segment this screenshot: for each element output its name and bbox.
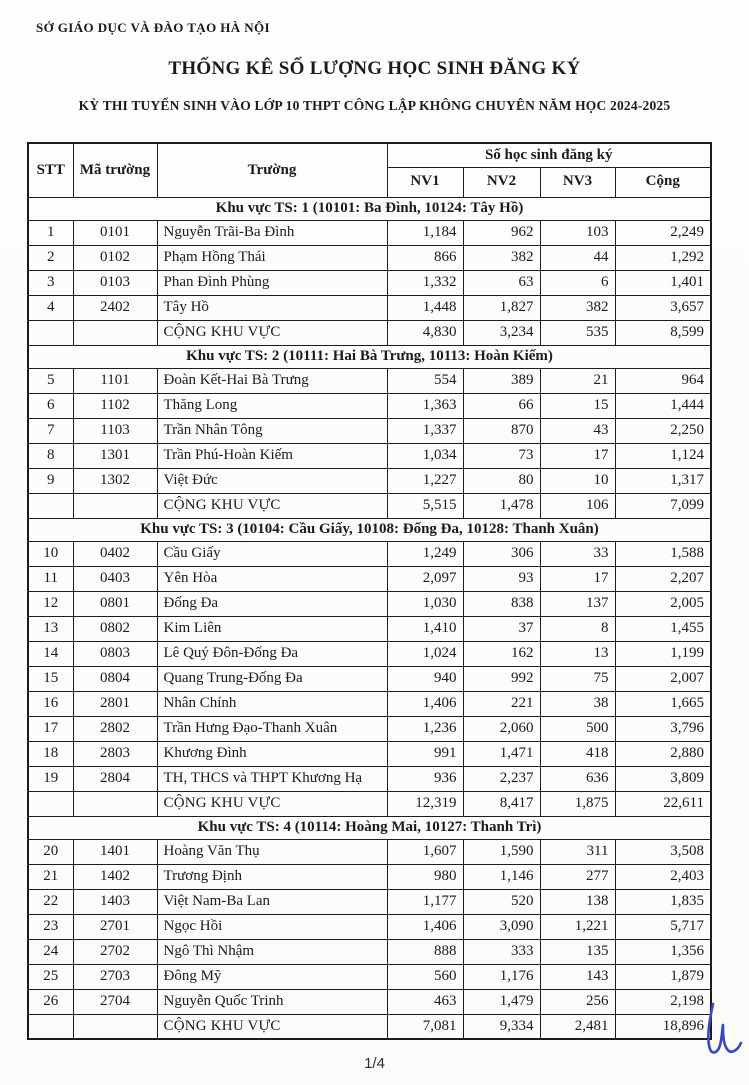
row-stt: 9 — [28, 468, 73, 493]
row-school-code: 0403 — [73, 566, 157, 591]
table-row — [28, 889, 711, 914]
row-total: 2,880 — [615, 741, 711, 766]
ink-signature-mark — [702, 1000, 744, 1062]
region-total-total: 7,099 — [615, 493, 711, 518]
region-total-empty-stt — [28, 791, 73, 816]
row-nv3: 1,221 — [540, 914, 615, 939]
row-nv1: 560 — [387, 964, 463, 989]
row-total: 1,401 — [615, 270, 711, 295]
table-row — [28, 443, 711, 468]
row-stt: 15 — [28, 666, 73, 691]
table-row — [28, 418, 711, 443]
row-school-code: 0102 — [73, 245, 157, 270]
row-school-name: Việt Đức — [157, 468, 387, 493]
row-total: 1,455 — [615, 616, 711, 641]
row-nv3: 21 — [540, 368, 615, 393]
row-total: 1,317 — [615, 468, 711, 493]
region-total-empty-code — [73, 1014, 157, 1039]
table-row — [28, 566, 711, 591]
row-school-name: Lê Quý Đôn-Đống Đa — [157, 641, 387, 666]
row-school-name: Quang Trung-Đống Đa — [157, 666, 387, 691]
row-nv3: 143 — [540, 964, 615, 989]
row-school-code: 1301 — [73, 443, 157, 468]
row-nv2: 162 — [463, 641, 540, 666]
row-total: 1,356 — [615, 939, 711, 964]
row-school-code: 2703 — [73, 964, 157, 989]
document-subtitle: KỲ THI TUYỂN SINH VÀO LỚP 10 THPT CÔNG LẬP KHÔNG CHUYÊN NĂM HỌC 2024-2025 — [78, 98, 671, 113]
region-total-nv1: 12,319 — [387, 791, 463, 816]
table-row — [28, 541, 711, 566]
row-nv2: 3,090 — [463, 914, 540, 939]
row-total: 1,199 — [615, 641, 711, 666]
row-nv2: 1,176 — [463, 964, 540, 989]
row-stt: 18 — [28, 741, 73, 766]
row-school-name: Ngô Thì Nhậm — [157, 939, 387, 964]
row-school-name: Phạm Hồng Thái — [157, 245, 387, 270]
row-nv2: 37 — [463, 616, 540, 641]
row-school-code: 2801 — [73, 691, 157, 716]
row-stt: 17 — [28, 716, 73, 741]
row-school-name: Việt Nam-Ba Lan — [157, 889, 387, 914]
row-school-name: Trần Phú-Hoàn Kiếm — [157, 443, 387, 468]
row-nv2: 1,827 — [463, 295, 540, 320]
row-school-name: TH, THCS và THPT Khương Hạ — [157, 766, 387, 791]
row-nv2: 1,479 — [463, 989, 540, 1014]
section-title: Khu vực TS: 1 (10101: Ba Đình, 10124: Tây Hồ) — [28, 197, 711, 220]
col-header-stt: STT — [28, 143, 73, 197]
row-stt: 6 — [28, 393, 73, 418]
row-nv3: 6 — [540, 270, 615, 295]
region-total-total: 18,896 — [615, 1014, 711, 1039]
row-school-code: 1101 — [73, 368, 157, 393]
region-total-nv1: 7,081 — [387, 1014, 463, 1039]
section-header-row — [28, 816, 711, 839]
row-nv3: 15 — [540, 393, 615, 418]
table-row — [28, 766, 711, 791]
row-total: 2,207 — [615, 566, 711, 591]
row-nv3: 636 — [540, 766, 615, 791]
col-header-nv3: NV3 — [540, 167, 615, 197]
row-nv3: 33 — [540, 541, 615, 566]
region-total-empty-stt — [28, 320, 73, 345]
table-row — [28, 839, 711, 864]
row-nv1: 1,406 — [387, 691, 463, 716]
row-nv1: 980 — [387, 864, 463, 889]
row-nv1: 1,030 — [387, 591, 463, 616]
row-nv2: 73 — [463, 443, 540, 468]
row-stt: 21 — [28, 864, 73, 889]
col-header-registered-group: Số học sinh đăng ký — [387, 143, 711, 167]
row-school-name: Nguyễn Trãi-Ba Đình — [157, 220, 387, 245]
region-total-row — [28, 493, 711, 518]
row-nv1: 1,227 — [387, 468, 463, 493]
table-row — [28, 914, 711, 939]
region-total-nv3: 2,481 — [540, 1014, 615, 1039]
row-stt: 11 — [28, 566, 73, 591]
row-nv2: 93 — [463, 566, 540, 591]
region-total-label: CỘNG KHU VỰC — [157, 791, 387, 816]
region-total-label: CỘNG KHU VỰC — [157, 1014, 387, 1039]
row-total: 964 — [615, 368, 711, 393]
row-school-code: 0804 — [73, 666, 157, 691]
row-school-code: 0103 — [73, 270, 157, 295]
region-total-empty-code — [73, 791, 157, 816]
section-header-row — [28, 197, 711, 220]
row-school-name: Trần Hưng Đạo-Thanh Xuân — [157, 716, 387, 741]
row-school-name: Trần Nhân Tông — [157, 418, 387, 443]
row-nv2: 382 — [463, 245, 540, 270]
row-nv1: 888 — [387, 939, 463, 964]
section-header-row — [28, 518, 711, 541]
table-header — [28, 143, 711, 197]
row-school-name: Nhân Chính — [157, 691, 387, 716]
registration-stats-table — [27, 142, 712, 1040]
row-nv3: 138 — [540, 889, 615, 914]
row-nv2: 63 — [463, 270, 540, 295]
document-title: THỐNG KÊ SỐ LƯỢNG HỌC SINH ĐĂNG KÝ — [168, 58, 581, 79]
row-total: 1,292 — [615, 245, 711, 270]
row-nv2: 221 — [463, 691, 540, 716]
row-nv3: 256 — [540, 989, 615, 1014]
table-body — [28, 197, 711, 1039]
region-total-nv2: 1,478 — [463, 493, 540, 518]
row-school-code: 2804 — [73, 766, 157, 791]
row-stt: 19 — [28, 766, 73, 791]
row-nv3: 500 — [540, 716, 615, 741]
row-total: 5,717 — [615, 914, 711, 939]
row-nv1: 1,184 — [387, 220, 463, 245]
row-total: 1,835 — [615, 889, 711, 914]
row-total: 1,124 — [615, 443, 711, 468]
row-nv2: 389 — [463, 368, 540, 393]
col-header-total: Cộng — [615, 167, 711, 197]
row-stt: 4 — [28, 295, 73, 320]
row-nv1: 1,363 — [387, 393, 463, 418]
row-total: 2,198 — [615, 989, 711, 1014]
row-nv2: 2,060 — [463, 716, 540, 741]
row-nv3: 418 — [540, 741, 615, 766]
region-total-nv2: 3,234 — [463, 320, 540, 345]
row-total: 3,657 — [615, 295, 711, 320]
row-nv3: 103 — [540, 220, 615, 245]
table-row — [28, 666, 711, 691]
region-total-empty-stt — [28, 1014, 73, 1039]
row-school-name: Đông Mỹ — [157, 964, 387, 989]
row-nv1: 1,406 — [387, 914, 463, 939]
table-row — [28, 220, 711, 245]
row-stt: 26 — [28, 989, 73, 1014]
section-title: Khu vực TS: 2 (10111: Hai Bà Trưng, 10113: Hoàn Kiếm) — [28, 345, 711, 368]
row-nv2: 520 — [463, 889, 540, 914]
region-total-nv2: 9,334 — [463, 1014, 540, 1039]
row-school-code: 0802 — [73, 616, 157, 641]
row-nv3: 75 — [540, 666, 615, 691]
row-total: 2,249 — [615, 220, 711, 245]
row-school-code: 2704 — [73, 989, 157, 1014]
region-total-nv1: 4,830 — [387, 320, 463, 345]
row-school-code: 0803 — [73, 641, 157, 666]
region-total-nv3: 106 — [540, 493, 615, 518]
row-school-name: Thăng Long — [157, 393, 387, 418]
row-school-code: 0801 — [73, 591, 157, 616]
region-total-nv2: 8,417 — [463, 791, 540, 816]
row-nv2: 962 — [463, 220, 540, 245]
region-total-label: CỘNG KHU VỰC — [157, 320, 387, 345]
row-school-code: 1302 — [73, 468, 157, 493]
row-nv1: 1,177 — [387, 889, 463, 914]
region-total-label: CỘNG KHU VỰC — [157, 493, 387, 518]
row-nv1: 1,034 — [387, 443, 463, 468]
row-school-name: Cầu Giấy — [157, 541, 387, 566]
row-total: 2,005 — [615, 591, 711, 616]
row-nv3: 10 — [540, 468, 615, 493]
row-school-code: 1403 — [73, 889, 157, 914]
row-school-name: Đống Đa — [157, 591, 387, 616]
row-stt: 10 — [28, 541, 73, 566]
row-stt: 23 — [28, 914, 73, 939]
row-nv1: 1,448 — [387, 295, 463, 320]
row-nv3: 13 — [540, 641, 615, 666]
row-nv3: 382 — [540, 295, 615, 320]
table-row — [28, 270, 711, 295]
row-stt: 16 — [28, 691, 73, 716]
row-nv2: 992 — [463, 666, 540, 691]
row-school-name: Yên Hòa — [157, 566, 387, 591]
agency-name: SỞ GIÁO DỤC VÀ ĐÀO TẠO HÀ NỘI — [36, 20, 270, 35]
row-school-name: Hoàng Văn Thụ — [157, 839, 387, 864]
table-row — [28, 591, 711, 616]
row-school-name: Trương Định — [157, 864, 387, 889]
region-total-total: 8,599 — [615, 320, 711, 345]
col-header-school-code: Mã trường — [73, 143, 157, 197]
row-stt: 8 — [28, 443, 73, 468]
row-school-name: Khương Đình — [157, 741, 387, 766]
row-total: 3,796 — [615, 716, 711, 741]
row-nv3: 44 — [540, 245, 615, 270]
region-total-total: 22,611 — [615, 791, 711, 816]
row-stt: 2 — [28, 245, 73, 270]
row-nv1: 1,332 — [387, 270, 463, 295]
row-nv1: 936 — [387, 766, 463, 791]
row-nv2: 1,471 — [463, 741, 540, 766]
row-school-code: 0101 — [73, 220, 157, 245]
row-school-code: 2402 — [73, 295, 157, 320]
row-school-code: 1401 — [73, 839, 157, 864]
row-school-name: Nguyễn Quốc Trinh — [157, 989, 387, 1014]
row-total: 1,665 — [615, 691, 711, 716]
row-stt: 25 — [28, 964, 73, 989]
page-number: 1/4 — [364, 1055, 385, 1072]
row-nv2: 1,590 — [463, 839, 540, 864]
region-total-nv3: 1,875 — [540, 791, 615, 816]
row-school-name: Tây Hồ — [157, 295, 387, 320]
row-nv3: 38 — [540, 691, 615, 716]
row-total: 3,508 — [615, 839, 711, 864]
row-nv1: 1,410 — [387, 616, 463, 641]
table-row — [28, 368, 711, 393]
table-row — [28, 641, 711, 666]
row-total: 1,588 — [615, 541, 711, 566]
row-stt: 20 — [28, 839, 73, 864]
row-nv2: 80 — [463, 468, 540, 493]
row-school-code: 1402 — [73, 864, 157, 889]
row-school-code: 1103 — [73, 418, 157, 443]
row-nv2: 66 — [463, 393, 540, 418]
row-nv3: 277 — [540, 864, 615, 889]
table-row — [28, 716, 711, 741]
row-school-name: Kim Liên — [157, 616, 387, 641]
table-row — [28, 864, 711, 889]
row-stt: 13 — [28, 616, 73, 641]
row-nv2: 333 — [463, 939, 540, 964]
row-total: 1,879 — [615, 964, 711, 989]
row-stt: 1 — [28, 220, 73, 245]
row-nv1: 2,097 — [387, 566, 463, 591]
row-nv3: 8 — [540, 616, 615, 641]
row-nv1: 1,249 — [387, 541, 463, 566]
row-nv2: 838 — [463, 591, 540, 616]
row-nv1: 1,024 — [387, 641, 463, 666]
row-nv2: 306 — [463, 541, 540, 566]
region-total-empty-code — [73, 493, 157, 518]
col-header-nv2: NV2 — [463, 167, 540, 197]
row-nv3: 17 — [540, 566, 615, 591]
row-nv2: 870 — [463, 418, 540, 443]
ink-stroke — [708, 1004, 741, 1052]
table-row — [28, 939, 711, 964]
region-total-row — [28, 320, 711, 345]
row-stt: 24 — [28, 939, 73, 964]
table-row — [28, 989, 711, 1014]
row-school-code: 2802 — [73, 716, 157, 741]
row-school-code: 1102 — [73, 393, 157, 418]
row-nv1: 554 — [387, 368, 463, 393]
row-nv1: 940 — [387, 666, 463, 691]
row-nv3: 17 — [540, 443, 615, 468]
table-row — [28, 741, 711, 766]
row-nv1: 1,607 — [387, 839, 463, 864]
col-header-school-name: Trường — [157, 143, 387, 197]
region-total-row — [28, 791, 711, 816]
row-nv3: 135 — [540, 939, 615, 964]
row-nv1: 463 — [387, 989, 463, 1014]
table-row — [28, 295, 711, 320]
table-row — [28, 245, 711, 270]
region-total-row — [28, 1014, 711, 1039]
region-total-nv1: 5,515 — [387, 493, 463, 518]
row-nv2: 2,237 — [463, 766, 540, 791]
row-nv1: 991 — [387, 741, 463, 766]
row-total: 2,007 — [615, 666, 711, 691]
row-stt: 22 — [28, 889, 73, 914]
row-total: 3,809 — [615, 766, 711, 791]
row-school-code: 2803 — [73, 741, 157, 766]
region-total-empty-code — [73, 320, 157, 345]
row-nv1: 1,337 — [387, 418, 463, 443]
section-title: Khu vực TS: 4 (10114: Hoàng Mai, 10127: Thanh Trì) — [28, 816, 711, 839]
row-school-code: 2702 — [73, 939, 157, 964]
section-header-row — [28, 345, 711, 368]
row-nv2: 1,146 — [463, 864, 540, 889]
row-nv3: 311 — [540, 839, 615, 864]
table-row — [28, 616, 711, 641]
row-nv3: 43 — [540, 418, 615, 443]
row-nv1: 1,236 — [387, 716, 463, 741]
row-total: 1,444 — [615, 393, 711, 418]
table-row — [28, 468, 711, 493]
row-stt: 3 — [28, 270, 73, 295]
row-school-name: Đoàn Kết-Hai Bà Trưng — [157, 368, 387, 393]
row-stt: 12 — [28, 591, 73, 616]
row-school-code: 2701 — [73, 914, 157, 939]
row-stt: 5 — [28, 368, 73, 393]
row-school-name: Phan Đình Phùng — [157, 270, 387, 295]
region-total-nv3: 535 — [540, 320, 615, 345]
row-stt: 7 — [28, 418, 73, 443]
section-title: Khu vực TS: 3 (10104: Cầu Giấy, 10108: Đống Đa, 10128: Thanh Xuân) — [28, 518, 711, 541]
row-nv1: 866 — [387, 245, 463, 270]
region-total-empty-stt — [28, 493, 73, 518]
row-total: 2,250 — [615, 418, 711, 443]
table-row — [28, 964, 711, 989]
row-nv3: 137 — [540, 591, 615, 616]
row-school-name: Ngọc Hồi — [157, 914, 387, 939]
table-row — [28, 691, 711, 716]
row-school-code: 0402 — [73, 541, 157, 566]
row-stt: 14 — [28, 641, 73, 666]
col-header-nv1: NV1 — [387, 167, 463, 197]
row-total: 2,403 — [615, 864, 711, 889]
table-row — [28, 393, 711, 418]
